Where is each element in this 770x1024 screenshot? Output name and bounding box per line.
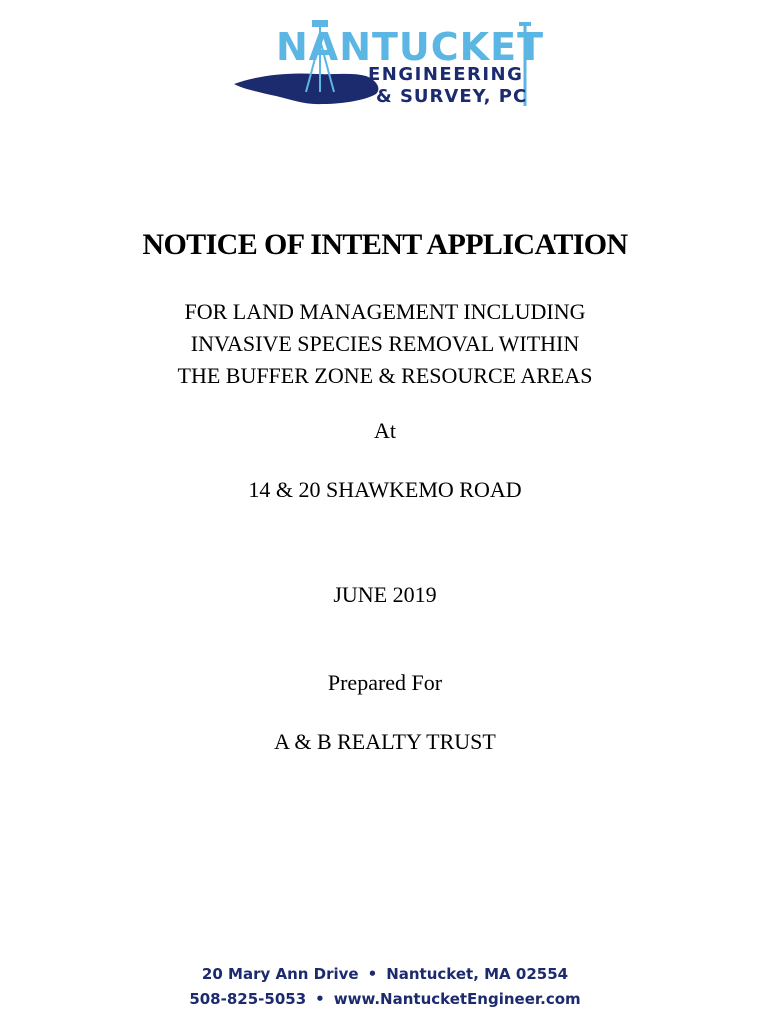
document-title: NOTICE OF INTENT APPLICATION <box>142 228 628 261</box>
footer-address-row <box>0 962 770 987</box>
document-date: JUNE 2019 <box>333 582 437 607</box>
logo-name: NANTUCKET <box>276 25 545 69</box>
at-label: At <box>374 418 396 443</box>
footer-website-link[interactable]: www.NantucketEngineer.com <box>333 990 581 1008</box>
company-logo <box>226 14 546 114</box>
subtitle-line-3: THE BUFFER ZONE & RESOURCE AREAS <box>177 363 593 388</box>
footer-city: Nantucket, MA 02554 <box>386 965 569 983</box>
prepared-for-label: Prepared For <box>327 670 443 695</box>
footer-street: 20 Mary Ann Drive <box>201 965 359 983</box>
site-address: 14 & 20 SHAWKEMO ROAD <box>248 477 522 502</box>
footer-contact-row <box>0 987 770 1012</box>
logo-line2: ENGINEERING <box>368 64 524 85</box>
document-subtitle <box>0 296 770 392</box>
footer-phone: 508-825-5053 <box>189 990 307 1008</box>
subtitle-line-2: INVASIVE SPECIES REMOVAL WITHIN <box>190 331 580 356</box>
logo-line3: & SURVEY, PC <box>376 86 528 107</box>
client-name: A & B REALTY TRUST <box>274 729 496 754</box>
subtitle-line-1: FOR LAND MANAGEMENT INCLUDING <box>184 299 586 324</box>
footer-bullet: • <box>315 990 325 1008</box>
footer-contact <box>0 962 770 1012</box>
logo-graphic <box>226 14 546 114</box>
footer-bullet: • <box>367 965 378 983</box>
